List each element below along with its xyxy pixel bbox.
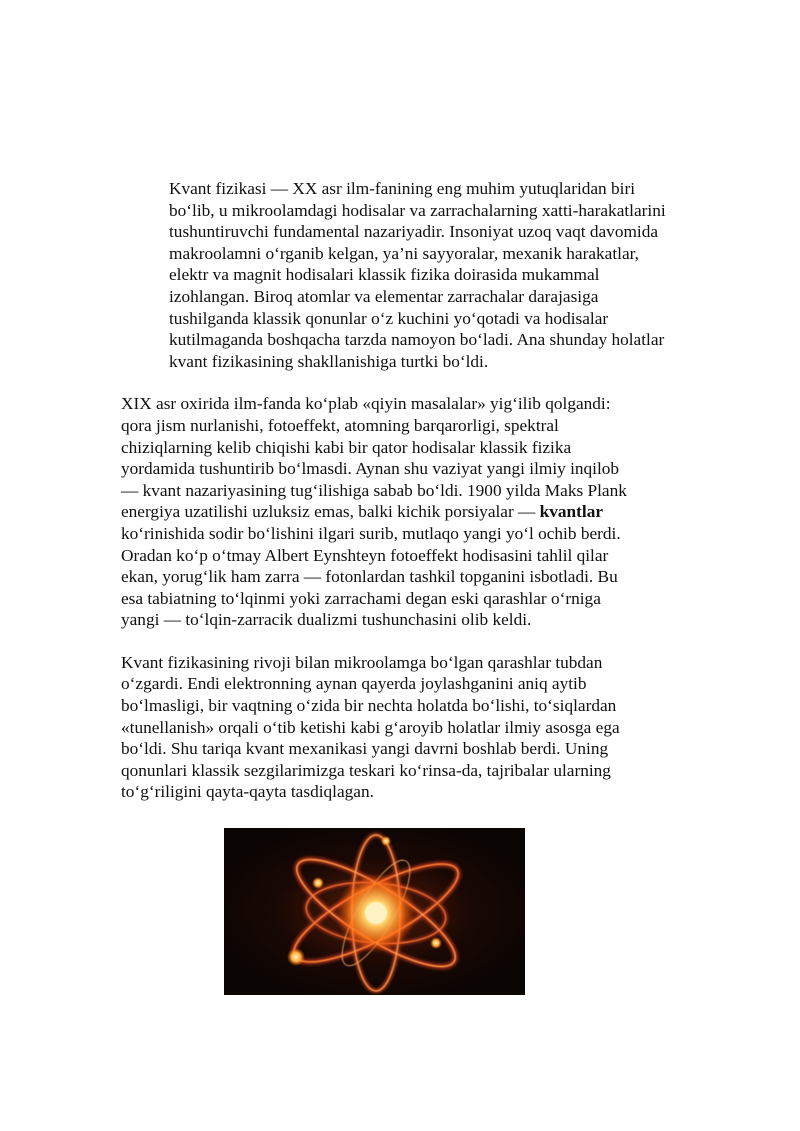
atom-icon	[224, 828, 525, 995]
text-line: makroolamni oʻrganib kelgan, ya’ni sayyoralar, mexanik harakatlar,	[169, 243, 639, 263]
electron	[430, 937, 442, 949]
text-line: Kvant fizikasi — XX asr ilm-fanining eng muhim yutuqlaridan biri	[169, 179, 636, 198]
text-line: tushuntiruvchi fundamental nazariyadir. Insoniyat uzoq vaqt davomida	[169, 222, 659, 242]
electron	[287, 948, 305, 966]
bold-term: kvantlar	[539, 502, 604, 522]
text-line: XIX asr oxirida ilm-fanda koʻplab «qiyin masalalar» yigʻilib qolgandi:	[121, 394, 611, 414]
text-body	[121, 178, 681, 824]
text-line: izohlangan. Biroq atomlar va elementar zarrachalar darajasiga	[169, 286, 599, 306]
text-line: yordamida tushuntirib boʻlmasdi. Aynan shu vaziyat yangi ilmiy inqilob	[121, 459, 620, 479]
text-line: ekan, yorugʻlik ham zarra — fotonlardan tashkil topganini isbotladi. Bu	[121, 567, 618, 587]
text-line: boʻlmasligi, bir vaqtning oʻzida bir nechta holatda boʻlishi, toʻsiqlardan	[121, 696, 617, 716]
text-line: boʻldi. Shu tariqa kvant mexanikasi yangi davrni boshlab berdi. Uning	[121, 739, 609, 759]
electron	[381, 836, 391, 846]
text-line: «tunellanish» orqali oʻtib ketishi kabi gʻaroyib holatlar ilmiy asosga ega	[121, 717, 620, 737]
text-line: Kvant fizikasining rivoji bilan mikroolamga boʻlgan qarashlar tubdan	[121, 652, 603, 672]
text-line: kvant fizikasining shakllanishiga turtki boʻldi.	[169, 351, 489, 371]
text-line-with-bold	[121, 501, 681, 523]
text-line: qonunlari klassik sezgilarimizga teskari koʻrinsa-da, tajribalar ularning	[121, 760, 611, 780]
text-line: oʻzgardi. Endi elektronning aynan qayerda joylashganini aniq aytib	[121, 674, 587, 694]
paragraph-3	[121, 652, 681, 803]
text-line: — kvant nazariyasining tugʻilishiga sabab boʻldi. 1900 yilda Maks Plank	[121, 480, 627, 500]
text-line: boʻlib, u mikroolamdagi hodisalar va zarrachalarning xatti-harakatlarini	[169, 200, 666, 220]
atom-image	[224, 828, 525, 995]
text-line: chiziqlarning kelib chiqishi kabi bir qator hodisalar klassik fizika	[121, 437, 572, 457]
text-line: Oradan koʻp oʻtmay Albert Eynshteyn fotoeffekt hodisasini tahlil qilar	[121, 545, 609, 565]
text-line: esa tabiatning toʻlqinmi yoki zarrachami degan eski qarashlar oʻrniga	[121, 588, 601, 608]
paragraph-1	[121, 178, 681, 372]
text-line: toʻgʻriligini qayta-qayta tasdiqlagan.	[121, 782, 374, 802]
electron	[312, 877, 324, 889]
nucleus	[365, 902, 387, 924]
text-line: tushilganda klassik qonunlar oʻz kuchini yoʻqotadi va hodisalar	[169, 308, 609, 328]
text-line-start: energiya uzatilishi uzluksiz emas, balki kichik porsiyalar —	[121, 502, 540, 522]
text-line: kutilmaganda boshqacha tarzda namoyon boʻladi. Ana shunday holatlar	[169, 330, 665, 350]
paragraph-2	[121, 393, 681, 631]
text-line: yangi — toʻlqin-zarracik dualizmi tushunchasini olib keldi.	[121, 610, 532, 630]
text-line: koʻrinishida sodir boʻlishini ilgari surib, mutlaqo yangi yoʻl ochib berdi.	[121, 523, 621, 543]
text-line: qora jism nurlanishi, fotoeffekt, atomning barqarorligi, spektral	[121, 415, 559, 435]
text-line: elektr va magnit hodisalari klassik fizika doirasida mukammal	[169, 265, 600, 285]
